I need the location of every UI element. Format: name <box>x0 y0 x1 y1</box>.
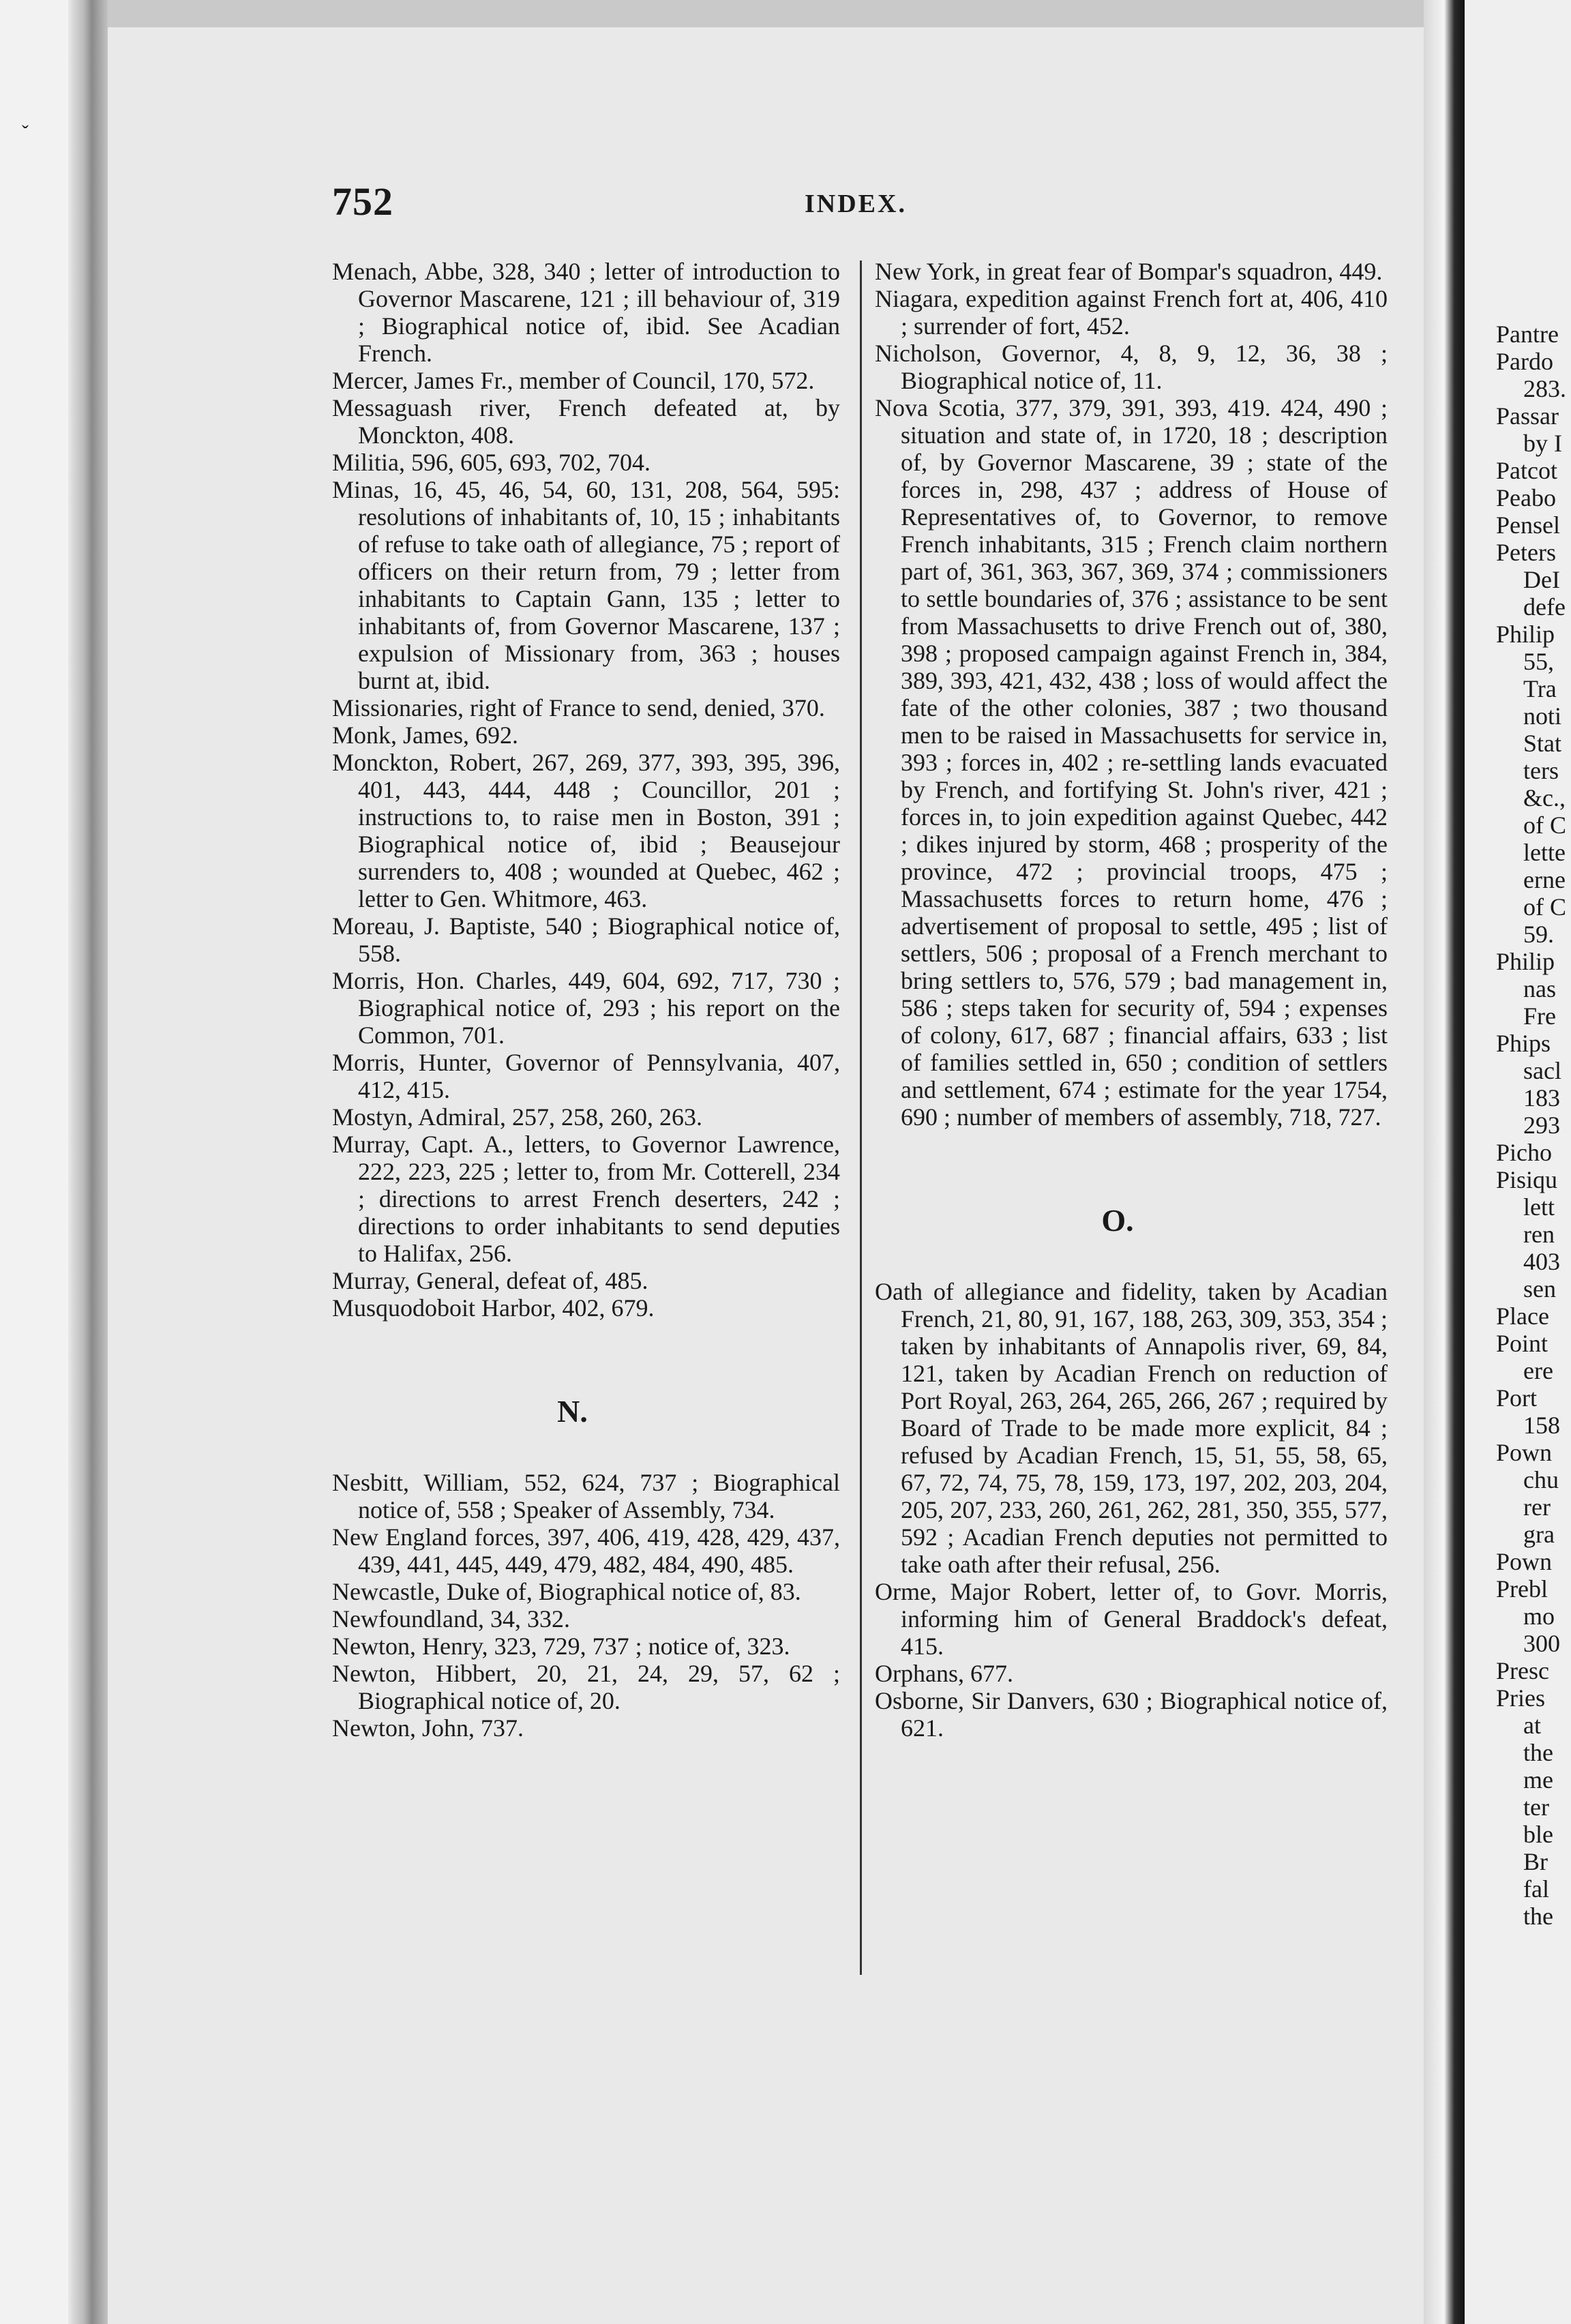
index-entry: Missionaries, right of France to send, denied, 370. <box>332 694 825 721</box>
index-entry: Orme, Major Robert, letter of, to Govr. Morris, informing him of General Braddock's defeat, 415. <box>875 1578 1388 1660</box>
facing-page-fragment: ren <box>1523 1221 1555 1248</box>
index-entry: Morris, Hunter, Governor of Pennsylvania, 407, 412, 415. <box>332 1049 840 1103</box>
facing-page-fragment: Port <box>1496 1384 1538 1412</box>
facing-page-fragment: chu <box>1523 1466 1559 1493</box>
facing-page-fragment: lett <box>1523 1193 1555 1221</box>
facing-page-fragment: Picho <box>1496 1139 1553 1166</box>
index-entry: Newton, John, 737. <box>332 1714 524 1742</box>
facing-page-fragment: ble <box>1523 1821 1553 1848</box>
section-letter-o: O. <box>1101 1203 1134 1238</box>
facing-page-fragment: &c., <box>1523 784 1566 811</box>
index-entry: Newcastle, Duke of, Biographical notice of, 83. <box>332 1578 801 1605</box>
index-entry: Oath of allegiance and fidelity, taken by Acadian French, 21, 80, 91, 167, 188, 263, 309, 353, 354 ; taken by inhabitants of Annapolis river, 69, 84, 121, taken by Acadian French on reduction of Port Royal, 263, 264, 265, 266, 267 ; required by Board of Trade to be made more explicit, 84 ; refused by Acadian French, 15, 51, 55, 58, 65, 67, 72, 74, 75, 78, 159, 173, 197, 202, 203, 204, 205, 207, 233, 260, 261, 262, 281, 350, 355, 577, 592 ; Acadian French deputies not permitted to take oath after their refusal, 256. <box>875 1278 1388 1578</box>
index-entry: Nesbitt, William, 552, 624, 737 ; Biographical notice of, 558 ; Speaker of Assembly, 734. <box>332 1469 840 1523</box>
index-entry: Monckton, Robert, 267, 269, 377, 393, 395, 396, 401, 443, 444, 448 ; Councillor, 201 ; instructions to, to raise men in Boston, 391 ; Biographical notice of, ibid ; Beausejour surrenders to, 408 ; wounded at Quebec, 462 ; letter to Gen. Whitmore, 463. <box>332 749 840 912</box>
index-entry: Messaguash river, French defeated at, by Monckton, 408. <box>332 394 840 449</box>
facing-page-fragment: Philip <box>1496 948 1555 975</box>
facing-page-fragment: of C <box>1523 893 1566 921</box>
facing-page-fragment: 283. <box>1523 375 1566 402</box>
index-entry: New York, in great fear of Bompar's squadron, 449. <box>875 258 1383 285</box>
facing-page-fragment: the <box>1523 1739 1553 1766</box>
facing-page-fragment: Pown <box>1496 1439 1553 1466</box>
facing-page-fragment: at <box>1523 1712 1541 1739</box>
facing-page-fragment: mo <box>1523 1603 1555 1630</box>
facing-page-fragment: Pries <box>1496 1684 1545 1712</box>
facing-page-fragment: Presc <box>1496 1657 1549 1684</box>
facing-page-fragment: 183 <box>1523 1084 1560 1112</box>
running-head: INDEX. <box>805 190 907 218</box>
facing-page-fragment: by I <box>1523 430 1562 457</box>
index-entry: Minas, 16, 45, 46, 54, 60, 131, 208, 564, 595: resolutions of inhabitants of, 10, 15 ; inhabitants of refuse to take oath of allegiance, 75 ; report of officers on their return from, 79 ; letter from inhabitants to Captain Gann, 135 ; letter to inhabitants of, from Governor Mascarene, 137 ; expulsion of Missionary from, 363 ; houses burnt at, ibid. <box>332 476 840 694</box>
facing-page-fragment: gra <box>1523 1521 1555 1548</box>
facing-page-fragment: Passar <box>1496 402 1559 430</box>
index-entry: Morris, Hon. Charles, 449, 604, 692, 717, 730 ; Biographical notice of, 293 ; his report on the Common, 701. <box>332 967 840 1049</box>
right-entries <box>875 258 1388 1131</box>
facing-page-fragment: sacl <box>1523 1057 1561 1084</box>
section-n-entries <box>332 1469 840 1742</box>
facing-page-entries <box>1496 321 1566 1930</box>
facing-page-fragment: ter <box>1523 1793 1549 1821</box>
facing-page-fragment: 300 <box>1523 1630 1560 1657</box>
index-entry: Murray, General, defeat of, 485. <box>332 1267 648 1294</box>
page-number: 752 <box>332 179 393 224</box>
left-entries <box>332 258 840 1322</box>
facing-page-fragment: fal <box>1523 1875 1549 1903</box>
facing-page-fragment: Place <box>1496 1302 1549 1330</box>
facing-page-fragment: the <box>1523 1903 1553 1930</box>
facing-page-fragment: Prebl <box>1496 1575 1548 1603</box>
index-entry: Moreau, J. Baptiste, 540 ; Biographical notice of, 558. <box>332 912 840 967</box>
facing-page-fragment: lette <box>1523 839 1566 866</box>
index-entry: Monk, James, 692. <box>332 721 518 749</box>
facing-page-fragment: Tra <box>1523 675 1557 702</box>
index-entry: Mostyn, Admiral, 257, 258, 260, 263. <box>332 1103 703 1131</box>
facing-page-fragment: Peters <box>1496 539 1556 566</box>
scan-mark: ˇ <box>22 121 29 144</box>
facing-page-fragment: Pisiqu <box>1496 1166 1558 1193</box>
facing-page-fragment: defe <box>1523 593 1566 621</box>
facing-page-fragment: Pantre <box>1496 321 1559 348</box>
index-entry: Orphans, 677. <box>875 1660 1013 1687</box>
facing-page-fragment: nas <box>1523 975 1556 1002</box>
facing-page-fragment: me <box>1523 1766 1553 1793</box>
facing-page-fragment: Patcot <box>1496 457 1557 484</box>
facing-page-fragment: rer <box>1523 1493 1551 1521</box>
facing-page-fragment: ere <box>1523 1357 1553 1384</box>
index-entry: Menach, Abbe, 328, 340 ; letter of introduction to Governor Mascarene, 121 ; ill behaviour of, 319 ; Biographical notice of, ibid. See Acadian French. <box>332 258 840 367</box>
facing-page-fragment: 55, <box>1523 648 1554 675</box>
facing-page-fragment: of C <box>1523 811 1566 839</box>
facing-page-fragment: 403 <box>1523 1248 1560 1275</box>
facing-page-fragment: Pown <box>1496 1548 1553 1575</box>
facing-page-fragment: 158 <box>1523 1412 1560 1439</box>
facing-page-fragment: erne <box>1523 866 1566 893</box>
facing-page-fragment: 293 <box>1523 1112 1560 1139</box>
index-entry: Newton, Henry, 323, 729, 737 ; notice of, 323. <box>332 1633 790 1660</box>
index-entry: Niagara, expedition against French fort at, 406, 410 ; surrender of fort, 452. <box>875 285 1388 340</box>
index-entry: Newton, Hibbert, 20, 21, 24, 29, 57, 62 ; Biographical notice of, 20. <box>332 1660 840 1714</box>
page-edge <box>68 0 108 2324</box>
index-entry: Mercer, James Fr., member of Council, 170, 572. <box>332 367 815 394</box>
facing-page-fragment: Stat <box>1523 730 1562 757</box>
section-letter-n: N. <box>557 1394 588 1429</box>
facing-page-fragment: noti <box>1523 702 1562 730</box>
facing-page-fragment: Peabo <box>1496 484 1556 511</box>
left-column <box>332 258 840 1742</box>
index-entry: Nicholson, Governor, 4, 8, 9, 12, 36, 38 ; Biographical notice of, 11. <box>875 340 1388 394</box>
facing-page-fragment: Point <box>1496 1330 1548 1357</box>
facing-page-fragment: DeI <box>1523 566 1560 593</box>
scan-margin <box>0 0 68 2324</box>
index-entry: New England forces, 397, 406, 419, 428, 429, 437, 439, 441, 445, 449, 479, 482, 484, 490, 485. <box>332 1523 840 1578</box>
facing-page-fragment: ters <box>1523 757 1559 784</box>
index-entry: Osborne, Sir Danvers, 630 ; Biographical notice of, 621. <box>875 1687 1388 1742</box>
column-divider <box>860 260 862 1975</box>
facing-page-fragment: Pensel <box>1496 511 1560 539</box>
right-column <box>875 258 1388 1742</box>
facing-page-fragment: 59. <box>1523 921 1554 948</box>
index-entry: Nova Scotia, 377, 379, 391, 393, 419. 424, 490 ; situation and state of, in 1720, 18 ; description of, by Governor Mascarene, 39 ; state of the forces in, 298, 437 ; address of House of Representatives of, to Governor, to remove French inhabitants, 315 ; French claim northern part of, 361, 363, 367, 369, 374 ; commissioners to settle boundaries of, 376 ; assistance to be sent from Massachusetts to drive French out of, 380, 398 ; proposed campaign against French in, 384, 389, 393, 421, 432, 438 ; loss of would affect the fate of the other colonies, 387 ; two thousand men to be raised in Massachusetts for service in, 393 ; forces in, 402 ; re-settling lands evacuated by French, and fortifying St. John's river, 421 ; forces in, to join expedition against Quebec, 442 ; dikes injured by storm, 468 ; prosperity of the province, 472 ; provincial troops, 475 ; Massachusetts forces to return home, 476 ; advertisement of proposal to settle, 495 ; list of settlers, 506 ; proposal of a French merchant to bring settlers to, 576, 579 ; bad management in, 586 ; steps taken for security of, 594 ; expenses of colony, 617, 687 ; financial affairs, 633 ; list of families settled in, 650 ; condition of settlers and settlement, 674 ; estimate for the year 1754, 690 ; number of members of assembly, 718, 727. <box>875 394 1388 1131</box>
facing-page-fragment: Fre <box>1523 1002 1556 1030</box>
index-entry: Musquodoboit Harbor, 402, 679. <box>332 1294 655 1322</box>
binding-gutter <box>1424 0 1465 2324</box>
index-entry: Newfoundland, 34, 332. <box>332 1605 570 1633</box>
facing-page-fragment: Philip <box>1496 621 1555 648</box>
index-entry: Murray, Capt. A., letters, to Governor Lawrence, 222, 223, 225 ; letter to, from Mr. Cotterell, 234 ; directions to arrest French deserters, 242 ; directions to order inhabitants to send deputies to Halifax, 256. <box>332 1131 840 1267</box>
facing-page-fragment: Br <box>1523 1848 1548 1875</box>
facing-page-fragment: sen <box>1523 1275 1556 1302</box>
facing-page-fragment: Pardo <box>1496 348 1553 375</box>
index-entry: Militia, 596, 605, 693, 702, 704. <box>332 449 650 476</box>
section-o-entries <box>875 1278 1388 1742</box>
facing-page-fragment: Phips <box>1496 1030 1551 1057</box>
facing-page <box>1465 0 1571 2324</box>
